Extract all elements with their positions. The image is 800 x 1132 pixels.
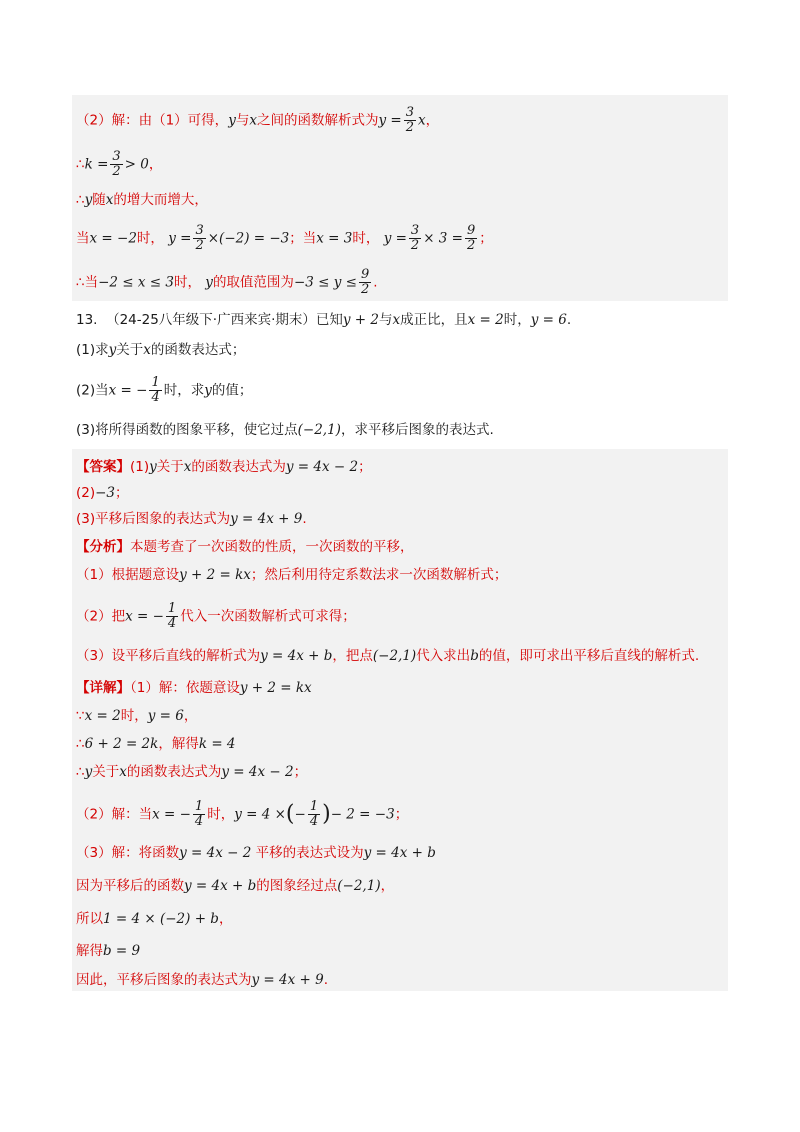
prev-text: ∴当	[76, 274, 99, 291]
problem-text: .	[566, 312, 572, 328]
problem-number: 13.	[76, 312, 98, 328]
detail-tag: 【详解】	[76, 680, 130, 696]
problem-text: 的值；	[211, 382, 253, 399]
problem-text: (2)当	[76, 382, 109, 399]
prev-text: 时，	[352, 230, 380, 247]
answer-text: (1)	[130, 459, 150, 475]
analysis-text: ；然后利用待定系数法求一次函数解析式；	[250, 567, 508, 583]
therefore-symbol: ∴	[76, 156, 85, 173]
detail-text: 关于	[92, 764, 120, 780]
math-expr: > 0	[124, 156, 149, 173]
var-y: y	[228, 112, 236, 129]
math-expr: k = 4	[198, 736, 236, 752]
math-expr: x = 3	[316, 230, 353, 247]
math-expr: y + 2 = kx	[179, 567, 251, 583]
var-y: y	[84, 764, 93, 780]
math-expr: y = 4x + b	[184, 878, 257, 894]
math-expr: x = −	[125, 608, 164, 625]
var-x: x	[417, 112, 426, 129]
detail-line-4	[76, 762, 307, 782]
answer-line-3	[76, 509, 307, 529]
math-expr: y =	[383, 230, 407, 247]
math-expr: x = −	[152, 806, 191, 823]
var-x: x	[249, 112, 257, 129]
detail-text: （2）解：当	[76, 806, 153, 823]
math-expr: −2 ≤ x ≤ 3	[98, 274, 174, 291]
fraction: $\frac{1}{4}$	[194, 799, 204, 829]
math-expr: (−2,1)	[372, 648, 417, 664]
fraction: $\frac{3}{2}$	[405, 105, 414, 135]
detail-line-5: （2）解：当x = − $\frac{1}{4}$ 时，y = 4 ×(− $\frac{1}{4}$ )− 2 = −3；	[76, 799, 409, 829]
detail-text: ，	[218, 911, 233, 927]
math-expr: y + 2 = kx	[239, 680, 312, 696]
analysis-step-2	[76, 602, 356, 631]
var-x: x	[105, 192, 114, 208]
problem-text: 的函数表达式；	[150, 342, 246, 358]
prev-text: 与	[235, 112, 250, 129]
prev-text: ，	[425, 112, 440, 129]
math-expr: (−2,1)	[297, 422, 341, 438]
analysis-text: ，把点	[332, 648, 373, 664]
problem-text: (3)将所得函数的图象平移，使它过点	[76, 422, 298, 438]
detail-text: 的图象经过点	[256, 878, 338, 894]
detail-line-8	[76, 909, 232, 929]
math-expr: y = 4x + 9	[251, 972, 324, 988]
math-expr: × 3 =	[423, 230, 463, 247]
because-symbol: ∵	[76, 708, 85, 724]
detail-text: ，	[380, 878, 395, 894]
problem-text: (1)求	[76, 342, 109, 358]
analysis-text: （3）设平移后直线的解析式为	[76, 648, 261, 664]
prev-text: 的增大而增大，	[113, 192, 208, 208]
math-expr: y =	[378, 112, 402, 129]
prev-line-5	[76, 268, 378, 297]
var-y: y	[205, 274, 213, 291]
problem-text: （24-25八年级下·广西来宾·期末）已知	[106, 312, 343, 328]
analysis-text: （1）根据题意设	[76, 567, 180, 583]
detail-text: 的函数表达式为	[126, 764, 222, 780]
therefore-symbol: ∴	[76, 736, 85, 752]
prev-text: ；当	[289, 230, 317, 247]
answer-tag: 【答案】	[76, 459, 130, 475]
detail-text: ，解得	[158, 736, 199, 752]
math-expr: y = 4x − 2	[179, 845, 252, 861]
math-expr: y = 4 ×	[234, 806, 286, 823]
detail-line-9	[76, 941, 140, 961]
math-expr: y =	[168, 230, 192, 247]
analysis-text: 代入一次函数解析式可求得；	[180, 608, 356, 625]
var-b: b	[470, 648, 479, 664]
detail-line-6	[76, 843, 436, 863]
analysis-text: 的值，即可求出平移后直线的解析式.	[478, 648, 700, 664]
detail-line-7	[76, 876, 394, 896]
answer-text: 关于	[156, 459, 184, 475]
prev-text: ，	[148, 156, 163, 173]
detail-text: 平移的表达式设为	[255, 845, 364, 861]
prev-text: 的取值范围为	[212, 274, 294, 291]
detail-text: ；	[394, 806, 409, 823]
answer-text: 的函数表达式为	[191, 459, 286, 475]
math-expr: y = 4x − 2	[285, 459, 359, 475]
analysis-intro	[76, 537, 414, 557]
prev-text: 随	[92, 192, 106, 208]
detail-text: 时，	[207, 806, 235, 823]
problem-text: 时，求	[163, 382, 205, 399]
analysis-text: （2）把	[76, 608, 126, 625]
math-expr: y = 6	[530, 312, 567, 328]
math-expr: 1 = 4 × (−2) + b	[103, 911, 219, 927]
detail-text: ；	[293, 764, 308, 780]
fraction: $\frac{3}{2}$	[112, 149, 121, 179]
math-expr: x = −	[108, 382, 148, 399]
prev-text: 之间的函数解析式为	[256, 112, 379, 129]
prev-text: .	[373, 274, 378, 291]
fraction: $\frac{9}{2}$	[467, 223, 476, 253]
fraction: $\frac{3}{2}$	[410, 223, 420, 253]
var-y: y	[149, 459, 157, 475]
prev-line-1	[76, 106, 439, 135]
problem-text: 与	[379, 312, 393, 328]
problem-text: ，求平移后图象的表达式.	[340, 422, 494, 438]
prev-line-3	[76, 190, 208, 210]
prev-text: （2）解：由（1）可得，	[76, 112, 229, 129]
fraction: $\frac{1}{4}$	[167, 601, 177, 631]
answer-text: ；	[358, 459, 372, 475]
therefore-symbol: ∴	[76, 192, 85, 208]
var-y: y	[84, 192, 93, 208]
detail-text: ，	[183, 708, 198, 724]
answer-text: .	[302, 511, 307, 527]
detail-line-10	[76, 970, 328, 990]
var-x: x	[183, 459, 192, 475]
problem-text: 成正比，且	[400, 312, 468, 328]
detail-text: 因此，平移后图象的表达式为	[76, 972, 252, 988]
math-expr: k =	[84, 156, 109, 173]
detail-line-1	[76, 678, 312, 698]
math-expr: 6 + 2 = 2k	[84, 736, 159, 752]
prev-line-2	[76, 150, 162, 179]
answer-text: (3)平移后图象的表达式为	[76, 511, 231, 527]
therefore-symbol: ∴	[76, 764, 85, 780]
analysis-tag: 【分析】	[76, 539, 130, 555]
var-y: y	[204, 382, 212, 399]
math-expr: y = 4x − 2	[221, 764, 294, 780]
problem-text: 关于	[116, 342, 144, 358]
question-1	[76, 340, 245, 360]
detail-text: （3）解：将函数	[76, 845, 180, 861]
question-3	[76, 420, 494, 440]
math-expr: (−2,1)	[337, 878, 381, 894]
question-2	[76, 376, 252, 405]
analysis-step-1	[76, 565, 507, 585]
math-expr: y = 4x + b	[363, 845, 436, 861]
var-x: x	[392, 312, 401, 328]
math-expr: y = 4x + b	[260, 648, 333, 664]
detail-text: 时，	[120, 708, 148, 724]
var-x: x	[119, 764, 127, 780]
math-expr: x = −2	[89, 230, 137, 247]
var-x: x	[143, 342, 151, 358]
fraction: $\frac{3}{2}$	[195, 223, 204, 253]
math-expr: −3	[95, 485, 116, 501]
analysis-step-3	[76, 646, 699, 666]
prev-text: 时，	[174, 274, 201, 291]
prev-text: ；	[479, 230, 493, 247]
math-expr: −3 ≤ y ≤	[293, 274, 357, 291]
analysis-text: 本题考查了一次函数的性质，一次函数的平移，	[130, 539, 414, 555]
math-expr: x = 2	[84, 708, 121, 724]
detail-text: 因为平移后的函数	[76, 878, 184, 894]
detail-text: 所以	[76, 911, 103, 927]
math-expr: y = 6	[147, 708, 184, 724]
answer-line-1	[76, 457, 372, 477]
var-y: y	[108, 342, 117, 358]
problem-text: 时，	[503, 312, 531, 328]
analysis-text: 代入求出	[416, 648, 471, 664]
detail-text: 解得	[76, 943, 103, 959]
problem-stem	[76, 310, 571, 330]
prev-line-4	[76, 224, 493, 253]
math-expr: − 2 = −3	[330, 806, 395, 823]
fraction: $\frac{1}{4}$	[151, 375, 160, 405]
fraction: $\frac{9}{2}$	[360, 267, 370, 297]
detail-line-2	[76, 706, 197, 726]
math-expr: y + 2	[342, 312, 380, 328]
math-expr: x = 2	[467, 312, 504, 328]
answer-text: ；	[115, 485, 129, 501]
fraction: $\frac{1}{4}$	[309, 799, 319, 829]
detail-text: .	[323, 972, 329, 988]
prev-text: 时，	[136, 230, 164, 247]
answer-line-2	[76, 483, 129, 503]
answer-text: (2)	[76, 485, 96, 501]
math-expr: ×(−2) = −3	[207, 230, 290, 247]
detail-line-3	[76, 734, 236, 754]
math-expr: y = 4x + 9	[230, 511, 303, 527]
detail-text: （1）解：依题意设	[130, 680, 240, 696]
prev-text: 当	[76, 230, 90, 247]
math-expr: b = 9	[103, 943, 141, 959]
